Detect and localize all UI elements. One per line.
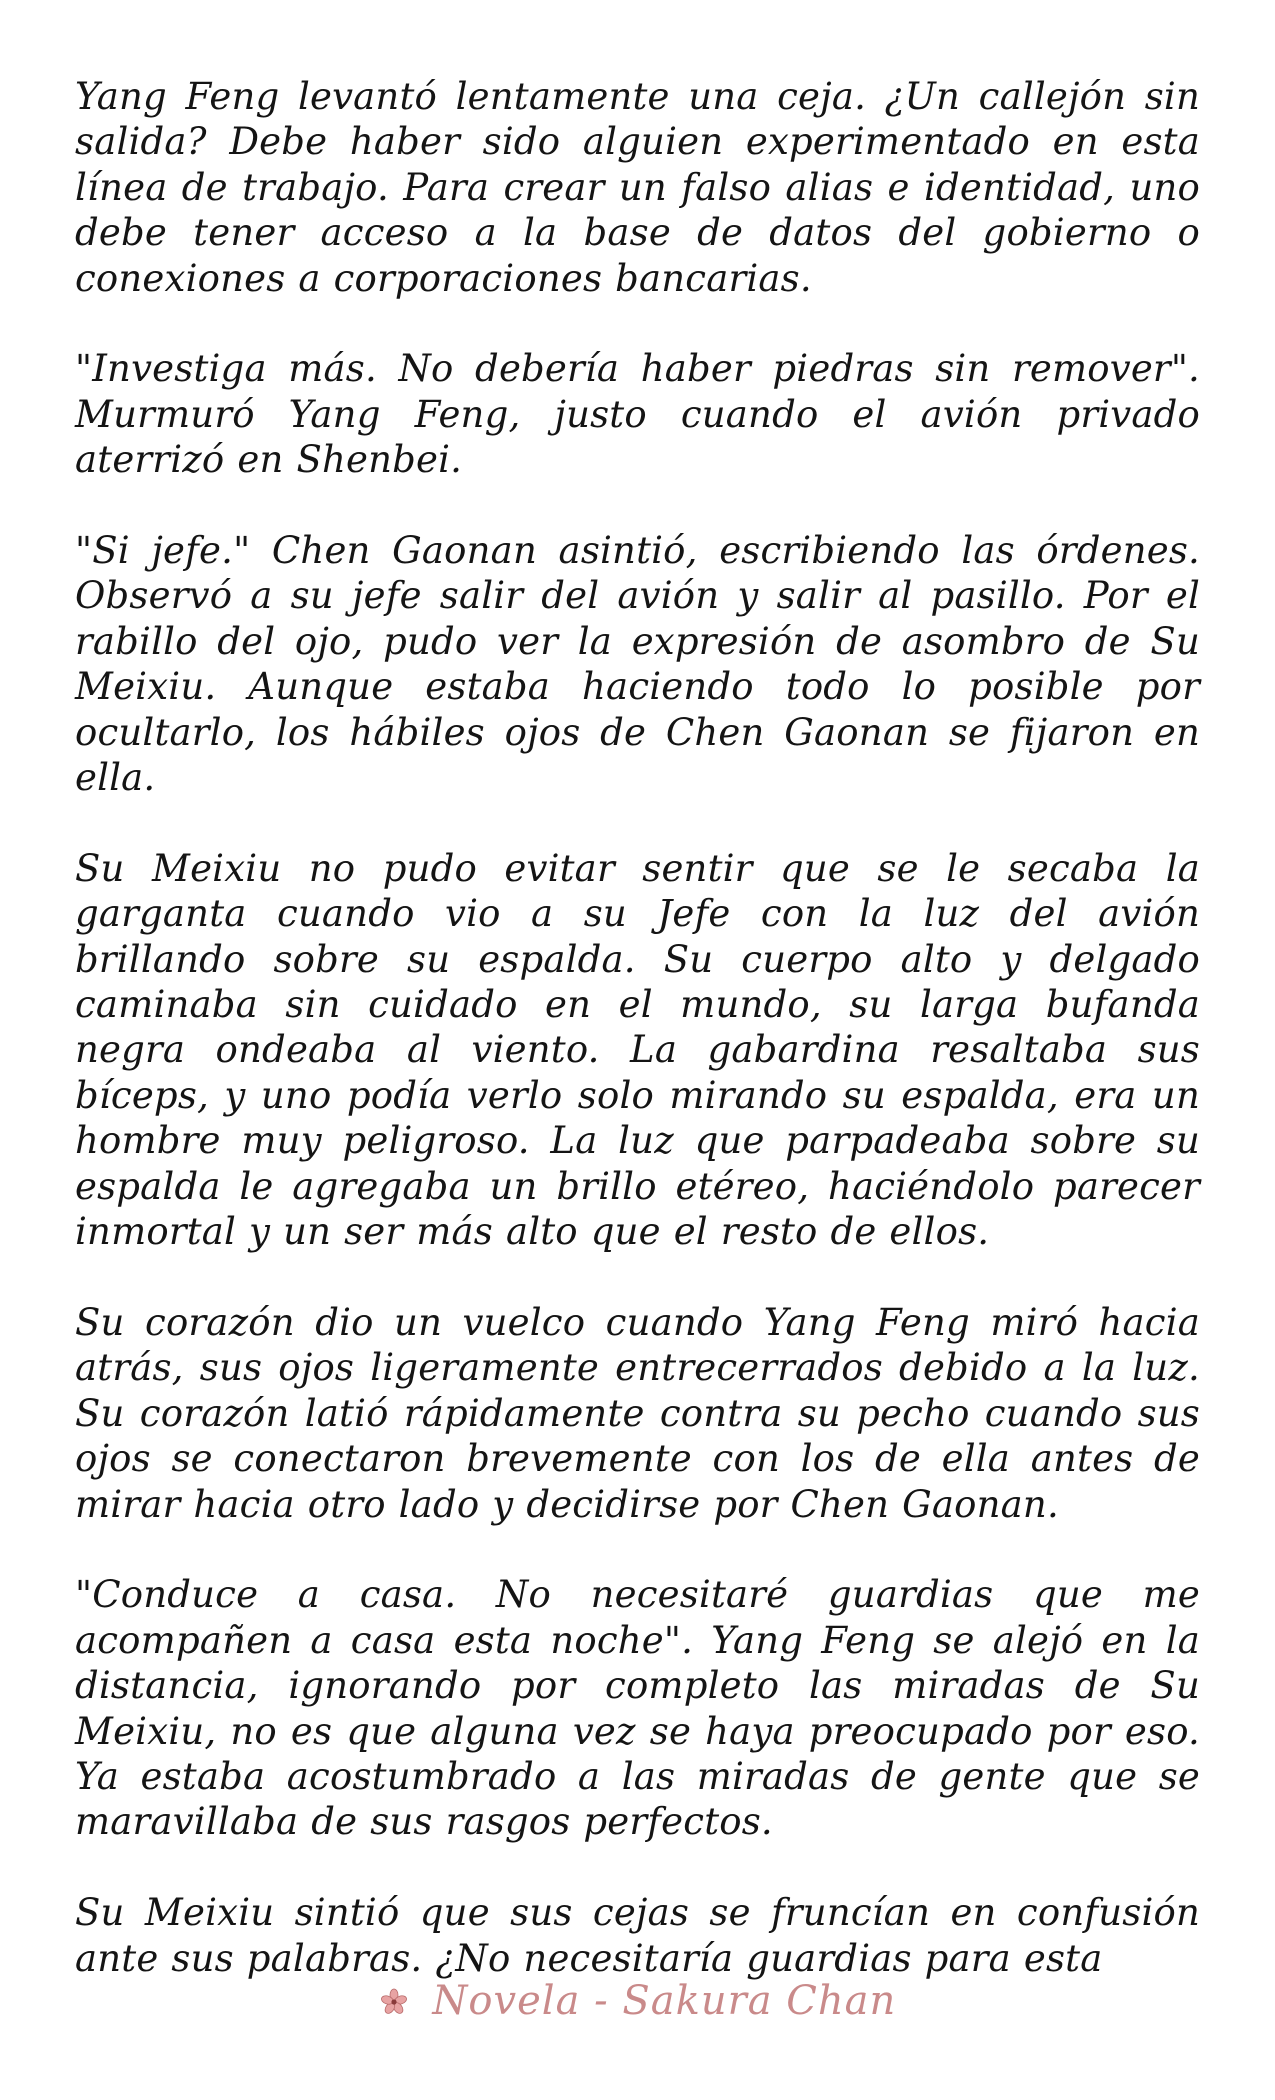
paragraph-5: Su corazón dio un vuelco cuando Yang Feng miró hacia atrás, sus ojos ligeramente entrecerrados debido a la luz. Su corazón latió rápidamente contra su pecho cuando sus ojos se conectaron brevemente con los de ella antes de mirar hacia otro lado y decidirse por Chen Gaonan. [75,1300,1200,1526]
watermark-footer [0,1978,1275,2027]
paragraph-4: Su Meixiu no pudo evitar sentir que se le secaba la garganta cuando vio a su Jefe con la luz del avión brillando sobre su espalda. Su cuerpo alto y delgado caminaba sin cuidado en el mundo, su larga bufanda negra ondeaba al viento. La gabardina resaltaba sus bíceps, y uno podía verlo solo mirando su espalda, era un hombre muy peligroso. La luz que parpadeaba sobre su espalda le agregaba un brillo etéreo, haciéndolo parecer inmortal y un ser más alto que el resto de ellos. [75,846,1200,1254]
paragraph-6: "Conduce a casa. No necesitaré guardias que me acompañen a casa esta noche". Yang Feng se alejó en la distancia, ignorando por completo las miradas de Su Meixiu, no es que alguna vez se haya preocupado por eso. Ya estaba acostumbrado a las miradas de gente que se maravillaba de sus rasgos perfectos. [75,1573,1200,1844]
watermark-text: Novela - Sakura Chan [432,1978,897,2024]
paragraph-3: "Si jefe." Chen Gaonan asintió, escribiendo las órdenes. Observó a su jefe salir del avión y salir al pasillo. Por el rabillo del ojo, pudo ver la expresión de asombro de Su Meixiu. Aunque estaba haciendo todo lo posible por ocultarlo, los hábiles ojos de Chen Gaonan se fijaron en ella. [75,529,1200,800]
sakura-flower-icon [379,1981,409,2027]
paragraph-2: "Investiga más. No debería haber piedras sin remover". Murmuró Yang Feng, justo cuando el avión privado aterrizó en Shenbei. [75,347,1200,482]
paragraph-7: Su Meixiu sintió que sus cejas se fruncían en confusión ante sus palabras. ¿No necesitaría guardias para esta [75,1891,1200,1980]
paragraph-1: Yang Feng levantó lentamente una ceja. ¿Un callejón sin salida? Debe haber sido alguien experimentado en esta línea de trabajo. Para crear un falso alias e identidad, uno debe tener acceso a la base de datos del gobierno o conexiones a corporaciones bancarias. [75,75,1200,300]
document-body [75,74,1200,2026]
